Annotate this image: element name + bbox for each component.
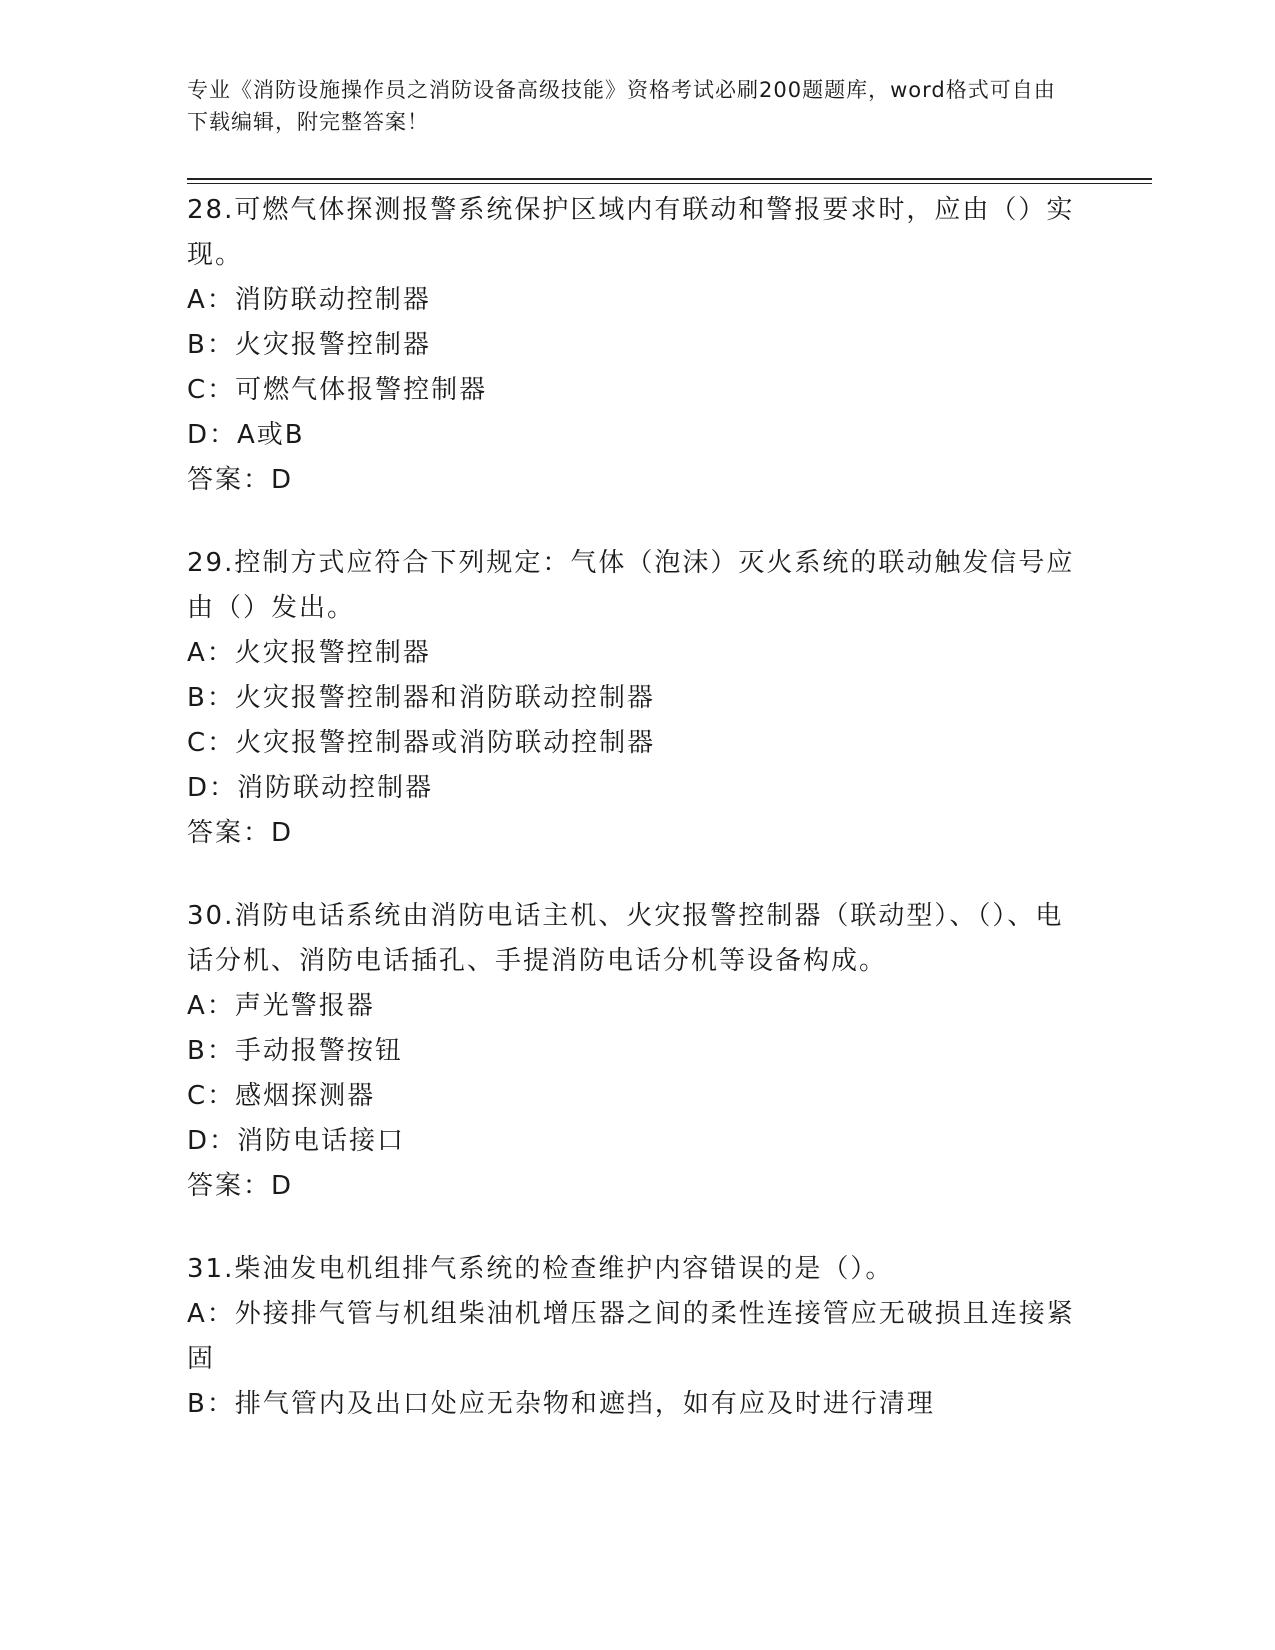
option-a: A：火灾报警控制器 [187, 638, 431, 668]
option-a: A：声光警报器 [187, 991, 375, 1021]
option-c: C：火灾报警控制器或消防联动控制器 [187, 728, 656, 758]
question-stem: 30.消防电话系统由消防电话主机、火灾报警控制器（联动型）、（）、电话分机、消防电话插孔、手提消防电话分机等设备构成。 [187, 901, 1064, 976]
question-stem: 29.控制方式应符合下列规定：气体（泡沫）灭火系统的联动触发信号应由（）发出。 [187, 548, 1075, 623]
option-c: C：可燃气体报警控制器 [187, 375, 488, 405]
question-28 [187, 188, 1087, 503]
option-b: B：火灾报警控制器 [187, 330, 431, 360]
question-list [187, 188, 1087, 1465]
question-stem: 28.可燃气体探测报警系统保护区域内有联动和警报要求时，应由（）实现。 [187, 195, 1075, 270]
header-divider-thin [187, 183, 1152, 184]
option-d: D：消防电话接口 [187, 1126, 406, 1156]
question-31 [187, 1247, 1087, 1427]
option-d: D：A或B [187, 420, 305, 450]
document-header: 专业《消防设施操作员之消防设备高级技能》资格考试必刷200题题库，word格式可自由下载编辑，附完整答案！ [187, 78, 1056, 134]
answer-line: 答案：D [187, 465, 294, 495]
option-b: B：手动报警按钮 [187, 1036, 403, 1066]
question-stem: 31.柴油发电机组排气系统的检查维护内容错误的是（）。 [187, 1254, 894, 1284]
option-a: A：外接排气管与机组柴油机增压器之间的柔性连接管应无破损且连接紧固 [187, 1299, 1075, 1374]
question-30 [187, 894, 1087, 1209]
option-c: C：感烟探测器 [187, 1081, 376, 1111]
option-b: B：火灾报警控制器和消防联动控制器 [187, 683, 655, 713]
answer-line: 答案：D [187, 818, 294, 848]
header-divider-thick [187, 178, 1152, 180]
option-b: B：排气管内及出口处应无杂物和遮挡，如有应及时进行清理 [187, 1389, 935, 1419]
question-29 [187, 541, 1087, 856]
option-d: D：消防联动控制器 [187, 773, 434, 803]
option-a: A：消防联动控制器 [187, 285, 431, 315]
answer-line: 答案：D [187, 1171, 294, 1201]
